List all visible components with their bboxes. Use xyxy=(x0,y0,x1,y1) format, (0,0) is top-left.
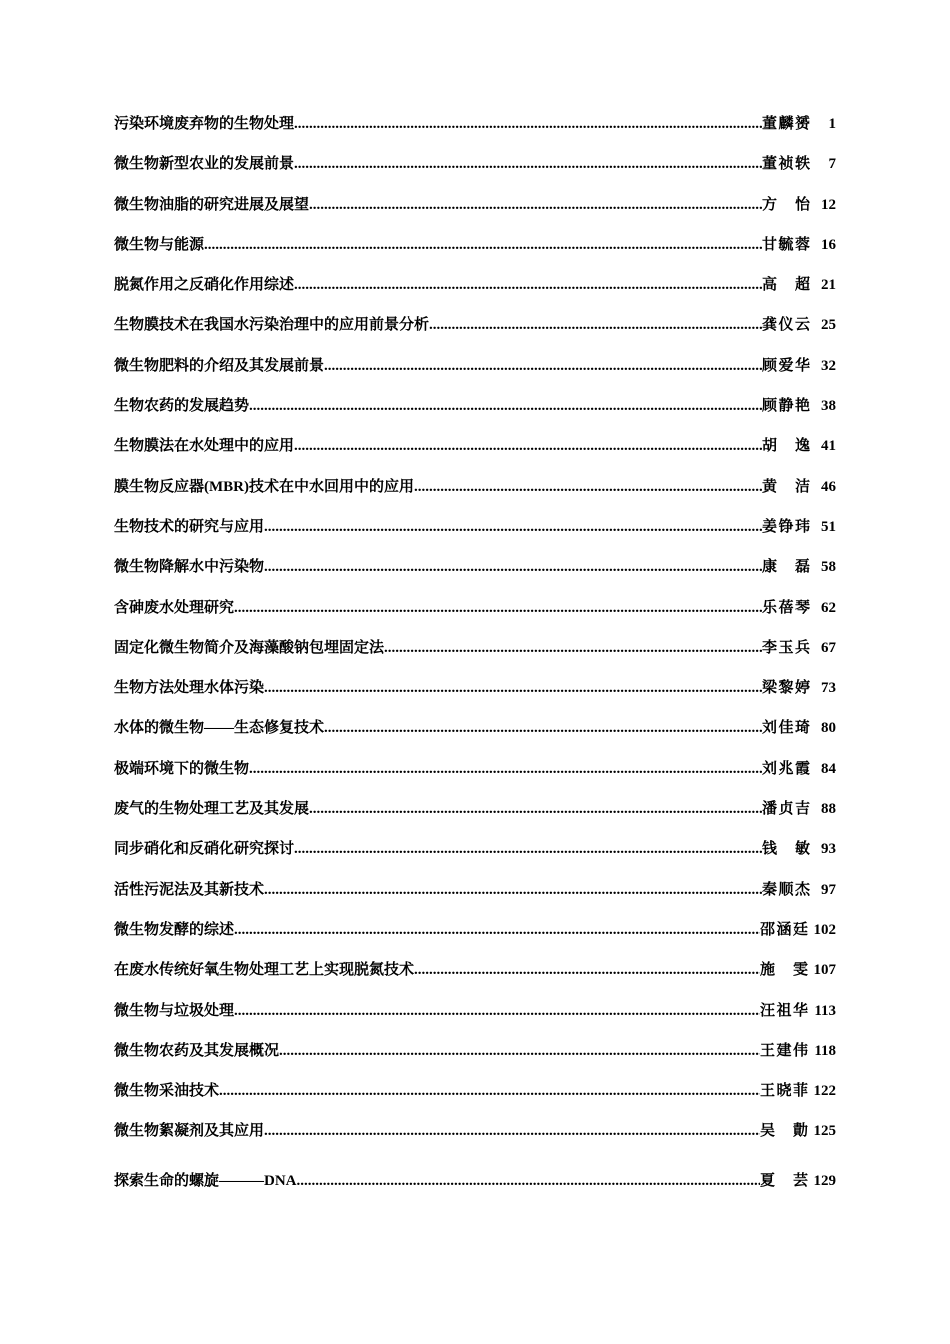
dot-leader xyxy=(384,640,762,657)
toc-entry-page-number: 73 xyxy=(821,680,836,697)
toc-entry-title: 生物膜法在水处理中的应用 xyxy=(114,438,295,455)
toc-entry-author: 夏 芸 xyxy=(760,1172,808,1189)
dot-leader xyxy=(429,317,762,334)
toc-entry-page-number: 25 xyxy=(821,317,836,334)
toc-entry-title: 含砷废水处理研究 xyxy=(114,599,235,616)
dot-leader xyxy=(294,438,762,455)
toc-entry-author: 施 雯 xyxy=(760,962,808,979)
toc-entry-author: 邵涵廷 xyxy=(760,921,808,938)
toc-entry-title: 污染环境废弃物的生物处理 xyxy=(114,116,295,132)
toc-entry-author: 姜铮玮 xyxy=(762,518,810,535)
dot-leader xyxy=(324,358,762,375)
toc-entry-title: 极端环境下的微生物 xyxy=(114,760,250,777)
toc-entry-title: 在废水传统好氧生物处理工艺上实现脱氮技术 xyxy=(114,962,415,979)
dot-leader xyxy=(279,1043,760,1060)
dot-leader xyxy=(249,398,762,415)
toc-entry-author: 刘兆霞 xyxy=(762,760,810,777)
dot-leader xyxy=(219,1083,760,1100)
toc-entry[interactable] xyxy=(114,676,836,716)
toc-entry-title: 探索生命的螺旋———DNA xyxy=(114,1172,297,1189)
toc-entry-page-number: 41 xyxy=(821,438,836,455)
toc-entry[interactable] xyxy=(114,152,836,192)
toc-entry-page-number: 125 xyxy=(813,1123,836,1140)
toc-entry-page-number: 21 xyxy=(821,277,836,294)
toc-entry-page-number: 107 xyxy=(813,962,836,979)
toc-entry[interactable] xyxy=(114,878,836,918)
toc-entry[interactable] xyxy=(114,596,836,636)
toc-entry-author: 刘佳琦 xyxy=(762,720,810,737)
toc-entry-page-number: 80 xyxy=(821,720,836,737)
toc-entry-title: 微生物与能源 xyxy=(114,236,205,253)
toc-entry-author: 王建伟 xyxy=(760,1042,808,1059)
toc-entry[interactable] xyxy=(114,999,836,1039)
dot-leader xyxy=(249,761,762,778)
dot-leader xyxy=(414,479,762,496)
toc-entry-title: 微生物与垃圾处理 xyxy=(114,1002,235,1019)
toc-entry-title: 微生物降解水中污染物 xyxy=(114,559,265,576)
toc-entry[interactable] xyxy=(114,434,836,474)
toc-entry-author: 汪祖华 xyxy=(760,1002,808,1019)
toc-entry[interactable] xyxy=(114,1039,836,1079)
toc-entry-page-number: 7 xyxy=(828,156,836,173)
toc-entry-author: 梁黎婷 xyxy=(762,680,810,697)
toc-entry[interactable] xyxy=(114,716,836,756)
toc-entry-author: 黄 洁 xyxy=(762,478,810,495)
toc-entry-author: 董祯轶 xyxy=(762,156,810,173)
toc-entry-title: 微生物絮凝剂及其应用 xyxy=(114,1123,265,1140)
dot-leader xyxy=(234,600,762,617)
dot-leader xyxy=(204,237,762,254)
toc-entry-title: 废气的生物处理工艺及其发展 xyxy=(114,801,310,818)
dot-leader xyxy=(309,801,762,818)
toc-entry-title: 微生物油脂的研究进展及展望 xyxy=(114,196,310,213)
dot-leader xyxy=(264,519,762,536)
dot-leader xyxy=(234,922,760,939)
toc-entry-author: 高 超 xyxy=(762,277,810,294)
toc-entry-title: 活性污泥法及其新技术 xyxy=(114,881,265,898)
toc-entry-title: 生物膜技术在我国水污染治理中的应用前景分析 xyxy=(114,317,430,334)
toc-entry[interactable] xyxy=(114,837,836,877)
toc-entry-author: 李玉兵 xyxy=(762,639,810,656)
toc-entry-author: 甘毓蓉 xyxy=(762,236,810,253)
dot-leader xyxy=(264,680,762,697)
dot-leader xyxy=(294,116,762,133)
toc-entry-page-number: 67 xyxy=(821,639,836,656)
toc-entry-title: 生物农药的发展趋势 xyxy=(114,398,250,415)
table-of-contents xyxy=(114,112,836,1209)
toc-entry-title: 微生物肥料的介绍及其发展前景 xyxy=(114,357,325,374)
toc-entry[interactable] xyxy=(114,1169,836,1209)
toc-entry[interactable] xyxy=(114,193,836,233)
toc-entry-title: 生物技术的研究与应用 xyxy=(114,518,265,535)
toc-entry-author: 乐蓓琴 xyxy=(762,599,810,616)
toc-entry-page-number: 12 xyxy=(821,196,836,213)
toc-entry-page-number: 16 xyxy=(821,236,836,253)
dot-leader xyxy=(294,156,762,173)
toc-entry-author: 王晓菲 xyxy=(760,1083,808,1100)
toc-entry[interactable] xyxy=(114,797,836,837)
toc-entry-author: 顾爱华 xyxy=(762,357,810,374)
toc-entry-author: 龚仪云 xyxy=(762,317,810,334)
toc-entry[interactable] xyxy=(114,757,836,797)
toc-entry-page-number: 46 xyxy=(821,478,836,495)
toc-entry-page-number: 58 xyxy=(821,559,836,576)
toc-entry-title: 微生物农药及其发展概况 xyxy=(114,1042,280,1059)
toc-entry-page-number: 38 xyxy=(821,398,836,415)
toc-entry-author: 钱 敏 xyxy=(762,841,810,858)
dot-leader xyxy=(414,962,760,979)
toc-entry-title: 生物方法处理水体污染 xyxy=(114,680,265,697)
toc-entry[interactable] xyxy=(114,555,836,595)
toc-entry[interactable] xyxy=(114,313,836,353)
dot-leader xyxy=(264,559,762,576)
toc-entry[interactable] xyxy=(114,354,836,394)
toc-entry-page-number: 118 xyxy=(814,1042,836,1059)
toc-entry-author: 胡 逸 xyxy=(762,438,810,455)
toc-entry-page-number: 122 xyxy=(813,1083,836,1100)
dot-leader xyxy=(264,882,762,899)
dot-leader xyxy=(264,1123,760,1140)
toc-entry[interactable] xyxy=(114,273,836,313)
toc-entry-page-number: 1 xyxy=(828,116,836,132)
dot-leader xyxy=(297,1173,761,1190)
toc-entry-page-number: 51 xyxy=(821,518,836,535)
toc-entry-page-number: 113 xyxy=(814,1002,836,1019)
toc-entry[interactable] xyxy=(114,233,836,273)
dot-leader xyxy=(294,277,762,294)
toc-entry-title: 水体的微生物——生态修复技术 xyxy=(114,720,325,737)
toc-entry-author: 董麟赟 xyxy=(762,116,810,132)
toc-entry-page-number: 62 xyxy=(821,599,836,616)
toc-entry-author: 潘贞吉 xyxy=(762,801,810,818)
toc-entry[interactable] xyxy=(114,1079,836,1119)
toc-entry-author: 方 怡 xyxy=(762,196,810,213)
toc-entry-title: 固定化微生物简介及海藻酸钠包埋固定法 xyxy=(114,639,385,656)
toc-entry-title: 脱氮作用之反硝化作用综述 xyxy=(114,277,295,294)
toc-entry-title: 微生物采油技术 xyxy=(114,1083,220,1100)
toc-entry[interactable] xyxy=(114,636,836,676)
dot-leader xyxy=(309,197,762,214)
dot-leader xyxy=(324,720,762,737)
toc-entry-page-number: 88 xyxy=(821,801,836,818)
toc-entry-title: 微生物新型农业的发展前景 xyxy=(114,156,295,173)
toc-entry-page-number: 102 xyxy=(813,921,836,938)
toc-entry-page-number: 97 xyxy=(821,881,836,898)
toc-entry[interactable] xyxy=(114,394,836,434)
dot-leader xyxy=(294,841,762,858)
toc-entry[interactable] xyxy=(114,475,836,515)
toc-entry-author: 吴 勣 xyxy=(760,1123,808,1140)
toc-entry-title: 微生物发酵的综述 xyxy=(114,921,235,938)
toc-entry[interactable] xyxy=(114,958,836,998)
toc-entry-page-number: 129 xyxy=(813,1172,836,1189)
toc-entry-author: 顾静艳 xyxy=(762,398,810,415)
toc-entry[interactable] xyxy=(114,1119,836,1159)
toc-entry-page-number: 84 xyxy=(821,760,836,777)
dot-leader xyxy=(234,1003,760,1020)
toc-entry-title: 膜生物反应器(MBR)技术在中水回用中的应用 xyxy=(114,478,414,495)
toc-entry-author: 康 磊 xyxy=(762,559,810,576)
toc-entry-author: 秦顺杰 xyxy=(762,881,810,898)
toc-entry-page-number: 32 xyxy=(821,357,836,374)
toc-entry[interactable] xyxy=(114,112,836,152)
toc-entry[interactable] xyxy=(114,515,836,555)
toc-entry-title: 同步硝化和反硝化研究探讨 xyxy=(114,841,295,858)
toc-entry-page-number: 93 xyxy=(821,841,836,858)
toc-entry[interactable] xyxy=(114,918,836,958)
